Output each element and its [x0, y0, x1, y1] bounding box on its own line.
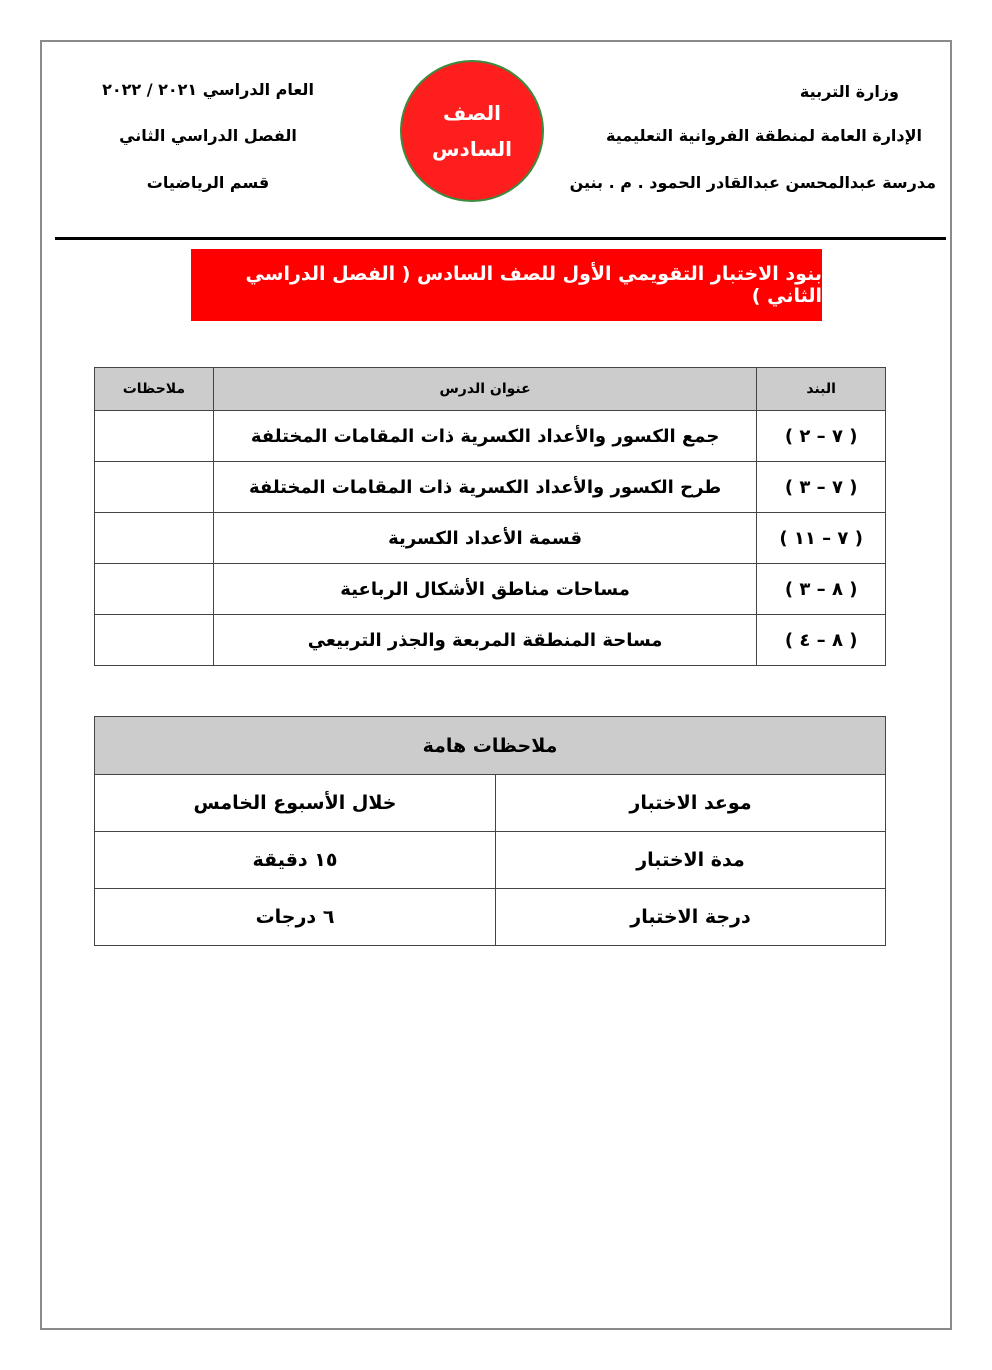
- badge-line-2: السادس: [431, 137, 513, 161]
- item-cell: ( ٧ – ٣ ): [757, 462, 886, 513]
- semester-label: الفصل الدراسي الثاني: [119, 126, 297, 145]
- notes-header-row: [95, 717, 886, 775]
- ministry-name: وزارة التربية: [799, 82, 899, 101]
- notes-key: مدة الاختبار: [496, 832, 886, 889]
- grade-badge: [400, 60, 544, 202]
- table-row: [95, 775, 886, 832]
- notes-key: موعد الاختبار: [496, 775, 886, 832]
- notes-cell: [95, 411, 214, 462]
- notes-key: درجة الاختبار: [496, 889, 886, 946]
- table-row: [95, 564, 886, 615]
- test-items-banner: [191, 249, 822, 321]
- item-cell: ( ٨ – ٤ ): [757, 615, 886, 666]
- notes-value: خلال الأسبوع الخامس: [95, 775, 496, 832]
- item-cell: ( ٨ – ٣ ): [757, 564, 886, 615]
- table-row: [95, 462, 886, 513]
- lesson-cell: قسمة الأعداد الكسرية: [213, 513, 756, 564]
- table-row: [95, 832, 886, 889]
- lesson-cell: جمع الكسور والأعداد الكسرية ذات المقامات المختلفة: [213, 411, 756, 462]
- page-border: [40, 40, 952, 1330]
- table-header-row: [95, 368, 886, 411]
- table-row: [95, 889, 886, 946]
- notes-title: ملاحظات هامة: [95, 717, 886, 775]
- badge-line-1: الصف: [443, 101, 501, 125]
- notes-cell: [95, 462, 214, 513]
- notes-value: ٦ درجات: [95, 889, 496, 946]
- notes-cell: [95, 513, 214, 564]
- directorate-name: الإدارة العامة لمنطقة الفروانية التعليمية: [606, 126, 922, 145]
- header-lesson-title: عنوان الدرس: [213, 368, 756, 411]
- school-name: مدرسة عبدالمحسن عبدالقادر الحمود . م . بنين: [569, 173, 936, 192]
- notes-value: ١٥ دقيقة: [95, 832, 496, 889]
- table-row: [95, 615, 886, 666]
- item-cell: ( ٧ – ١١ ): [757, 513, 886, 564]
- banner-title: بنود الاختبار التقويمي الأول للصف السادس ( الفصل الدراسي الثاني ): [245, 263, 822, 307]
- table-row: [95, 411, 886, 462]
- header-divider: [55, 237, 946, 240]
- notes-cell: [95, 615, 214, 666]
- header-notes: ملاحظات: [95, 368, 214, 411]
- academic-year: العام الدراسي ٢٠٢١ / ٢٠٢٢: [102, 80, 314, 99]
- notes-cell: [95, 564, 214, 615]
- table-row: [95, 513, 886, 564]
- important-notes-table: [94, 716, 886, 946]
- lesson-cell: طرح الكسور والأعداد الكسرية ذات المقامات المختلفة: [213, 462, 756, 513]
- lessons-table: [94, 367, 886, 666]
- header-item: البند: [757, 368, 886, 411]
- item-cell: ( ٧ – ٢ ): [757, 411, 886, 462]
- department-label: قسم الرياضيات: [146, 173, 270, 192]
- lesson-cell: مساحات مناطق الأشكال الرباعية: [213, 564, 756, 615]
- lesson-cell: مساحة المنطقة المربعة والجذر التربيعي: [213, 615, 756, 666]
